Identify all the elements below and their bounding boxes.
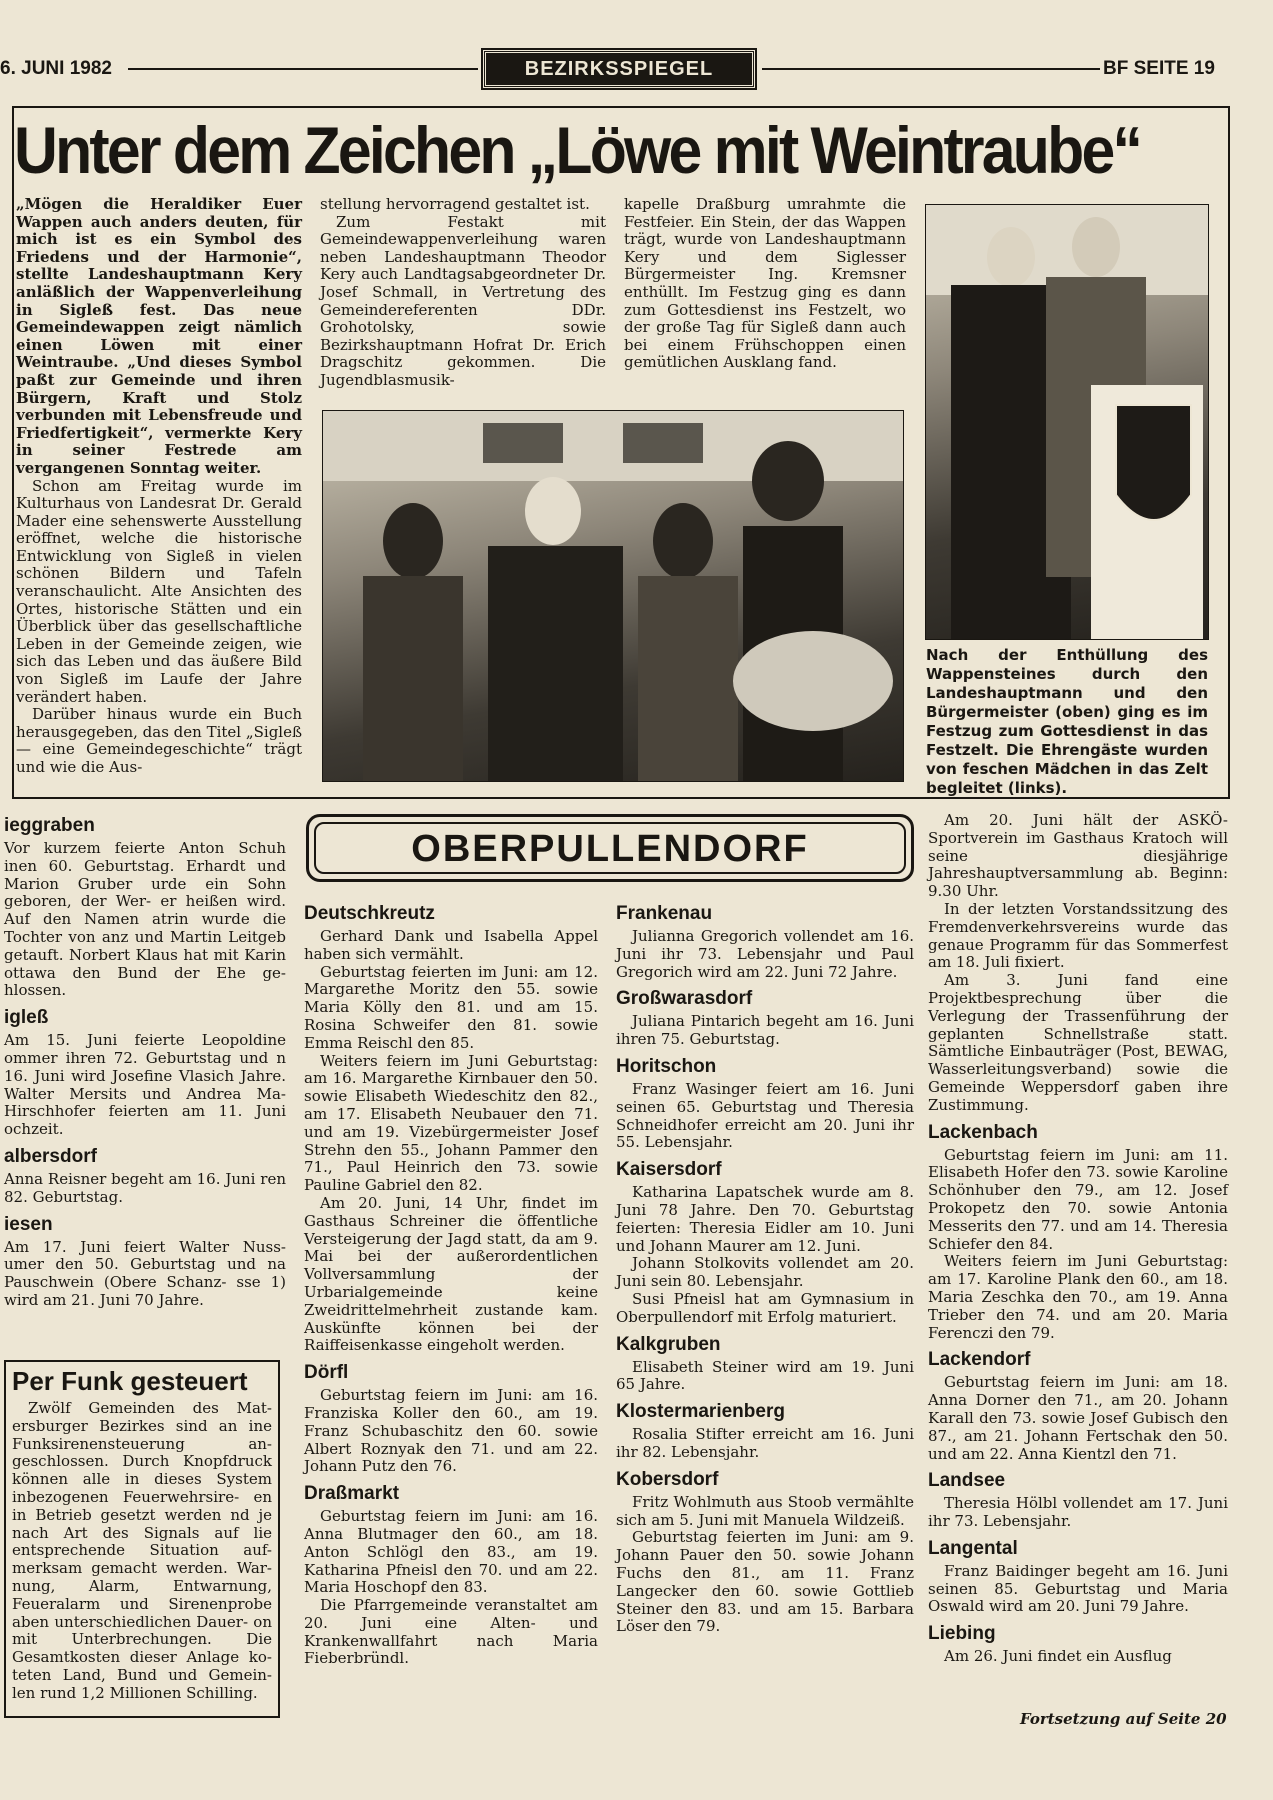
oberpullendorf-column-b <box>616 896 914 1636</box>
oberpullendorf-title: OBERPULLENDORF <box>314 822 906 874</box>
locality-entry: Elisabeth Steiner wird am 19. Juni 65 Jahre. <box>616 1357 914 1394</box>
funk-text: Zwölf Gemeinden des Mat- ersburger Bezirkes sind an ine Funksirenensteuerung an- geschlossen. Durch Knopfdruck können alle in dieses System inbezogenen Feuerwehrsire- en in Betrieb gesetzt werden nd je nach Art des Signals auf lie entsprechende Situation auf- merksam gemacht werden. War- nung, Alarm, Entwarnung, Feueralarm und Sirenenprobe aben unterschiedlichen Dauer- on mit Unterbrechungen. Die Gesamtkosten dieser Anlage ko- teten Land, Bund und Gemein- len rund 1,2 Millionen Schilling. <box>12 1399 272 1702</box>
article-paragraph: kapelle Draßburg umrahmte die Festfeier. Ein Stein, der das Wappen trägt, wurde von Landeshauptmann Kery und dem Siglesser Bürgermeister Ing. Kremsner enthüllt. Im Festzug ging es dann zum Gottesdienst ins Festzelt, wo der große Tag für Sigleß dann auch bei einem Frühschoppen einen gemütlichen Ausklang fand. <box>624 195 906 372</box>
locality-heading: Großwarasdorf <box>616 988 753 1010</box>
header-rule-right <box>762 68 1100 70</box>
locality-entry: Fritz Wohlmuth aus Stoob vermählte sich am 5. Juni mit Manuela Wildzeiß. <box>616 1492 914 1529</box>
locality-entry: Katharina Lapatschek wurde am 8. Juni 78 Jahre. Den 70. Geburtstag feierten: Theresia Eidler am 10. Juni und Johann Maurer am 12. Juni. <box>616 1183 914 1255</box>
funk-box <box>4 1360 280 1718</box>
page-number: BF SEITE 19 <box>1103 58 1215 79</box>
locality-entry: Rosalia Stifter erreicht am 16. Juni ihr 82. Lebensjahr. <box>616 1425 914 1461</box>
locality-heading: Lackendorf <box>928 1349 1031 1371</box>
locality-entry: Geburtstag feiern im Juni: am 16. Franziska Koller den 60., am 19. Franz Schubaschitz den 60. sowie Albert Roznyak den 71. und am 22. Johann Putz den 76. <box>304 1386 598 1476</box>
locality-heading: Lackenbach <box>928 1121 1038 1143</box>
locality-entry: Gerhard Dank und Isabella Appel haben sich vermählt. <box>304 927 598 963</box>
locality-entry: Am 26. Juni findet ein Ausflug <box>944 1647 1172 1666</box>
locality-entry: Am 20. Juni hält der ASKÖ-Sportverein im Gasthaus Kratoch will seine diesjährige Jahreshauptversammlung ab. Beginn: 9.30 Uhr. <box>928 811 1228 901</box>
local-heading: albersdorf <box>4 1145 97 1167</box>
locality-heading: Kaisersdorf <box>616 1159 722 1181</box>
local-entry: Am 15. Juni feierte Leopoldine ommer ihren 72. Geburtstag und n 16. Juni wird Josefine Vlasich Jahre. Walter Mersits und Andrea Ma- Hirschhofer feierten am 11. Juni ochzeit. <box>4 1031 286 1139</box>
locality-entry: Geburtstag feiern im Juni: am 11. Elisabeth Hofer den 73. sowie Karoline Schönhuber den 79., am 12. Josef Prokopetz den 70. sowie Antonia Messerits den 77. und am 14. Theresia Schiefer den 84. <box>928 1145 1228 1253</box>
locality-entry: Geburtstag feierten im Juni: am 9. Johann Pauer den 50. sowie Johann Fuchs den 81., am 11. Franz Langecker den 60. sowie Gottlieb Steiner den 83. und am 15. Barbara Löser den 79. <box>616 1528 914 1636</box>
continued-note: Fortsetzung auf Seite 20 <box>1020 1710 1227 1728</box>
locality-heading: Horitschon <box>616 1055 717 1077</box>
locality-entry: Juliana Pintarich begeht am 16. Juni ihren 75. Geburtstag. <box>616 1012 914 1049</box>
unveiling-photo <box>925 204 1209 640</box>
locality-entry: In der letzten Vorstandssitzung des Fremdenverkehrsvereins wurde das genaue Programm für das Sommerfest am 18. Juli fixiert. <box>928 899 1228 972</box>
local-entry: Am 17. Juni feiert Walter Nuss- umer den 50. Geburtstag und na Pauschwein (Obere Schanz- sse 1) wird am 21. Juni 70 Jahre. <box>4 1237 286 1309</box>
unveiling-photo-figures <box>926 205 1208 639</box>
article-column-2 <box>320 196 606 390</box>
locality-heading: Deutschkreutz <box>304 903 435 924</box>
locality-entry: Johann Stolkovits vollendet am 20. Juni sein 80. Lebensjahr. <box>616 1254 914 1291</box>
locality-heading: Langental <box>928 1537 1018 1559</box>
locality-entry: Am 3. Juni fand eine Projektbesprechung über die Verlegung der Trassenführung der geplanten Schnellstraße statt. Sämtliche Einbauträger (Post, BEWAG, Wasserleitungsverband) sowie die Gemeinde Weppersdorf gaben ihre Zustimmung. <box>928 971 1228 1114</box>
header-rule-left <box>128 68 478 70</box>
locality-entry: Julianna Gregorich vollendet am 16. Juni ihr 73. Lebensjahr und Paul Gregorich wird am 22. Juni 72 Jahre. <box>616 927 914 981</box>
issue-date: 6. JUNI 1982 <box>0 58 112 79</box>
left-local-news <box>4 808 286 1310</box>
article-headline: Unter dem Zeichen „Löwe mit Weintraube“ <box>14 113 1141 187</box>
locality-heading: Klostermarienberg <box>616 1401 785 1423</box>
oberpullendorf-column-a <box>304 896 598 1668</box>
article-column-1 <box>16 196 302 777</box>
procession-photo-figures <box>323 411 903 781</box>
article-paragraph: Darüber hinaus wurde ein Buch herausgegeben, das den Titel „Sigleß — eine Gemeindegeschichte“ trägt und wie die Aus- <box>16 705 302 776</box>
locality-entry: Weiters feiern im Juni Geburtstag: am 17. Karoline Plank den 60., am 18. Maria Zeschka den 70., am 19. Anna Trieber den 74. und am 20. Maria Ferenczi den 79. <box>928 1252 1228 1342</box>
section-badge: BEZIRKSSPIEGEL <box>483 50 755 88</box>
article-paragraph: Zum Festakt mit Gemeindewappenverleihung waren neben Landeshauptmann Theodor Kery auch Landtagsabgeordneter Dr. Josef Schmall, in Vertretung des Gemeindereferenten DDr. Grohotolsky, sowie Bezirkshauptmann Hofrat Dr. Erich Dragschitz gekommen. Die Jugendblasmusik- <box>320 212 606 389</box>
locality-entry: Am 20. Juni, 14 Uhr, findet im Gasthaus Schreiner die öffentliche Versteigerung der Jagd statt, da am 9. Mai bei der außerordentlichen Vollversammlung der Urbarialgemeinde keine Zweidrittelmehrheit zustande kam. Auskünfte können bei der Raiffeisenkasse eingeholt werden. <box>304 1193 598 1355</box>
article-paragraph: Schon am Freitag wurde im Kulturhaus von Landesrat Dr. Gerald Mader eine sehenswerte Ausstellung eröffnet, welche die historische Entwicklung von Sigleß in vielen schönen Bildern und Tafeln veranschaulicht. Alte Ansichten des Ortes, historische Stätten und ein Überblick über das gesellschaftliche Leben in der Gemeinde zeigen, wie sich das Leben und das äußere Bild von Sigleß im Laufe der Jahre verändert haben. <box>16 476 302 706</box>
oberpullendorf-banner <box>306 814 914 882</box>
article-paragraph: stellung hervorragend gestaltet ist. <box>320 195 590 213</box>
locality-heading: Kalkgruben <box>616 1333 721 1355</box>
local-entry: Anna Reisner begeht am 16. Juni ren 82. Geburtstag. <box>4 1169 286 1206</box>
locality-entry: Susi Pfneisl hat am Gymnasium in Oberpullendorf mit Erfolg maturiert. <box>616 1289 914 1326</box>
local-entry: Vor kurzem feierte Anton Schuh inen 60. Geburtstag. Erhardt und Marion Gruber urde ein Sohn geboren, der Wer- er heißen wird. Auf den Namen atrin wurde die Tochter von anz und Martin Leitgeb getauft. Norbert Klaus hat mit Karin ottawa den Bund der Ehe ge- hlossen. <box>4 839 286 1000</box>
locality-entry: Geburtstag feierten im Juni: am 12. Margarethe Moritz den 55. sowie Maria Kölly den 81. und am 15. Rosina Schweifer den 81. sowie Emma Reischl den 85. <box>304 962 598 1052</box>
funk-title: Per Funk gesteuert <box>12 1366 248 1396</box>
locality-entry: Geburtstag feiern im Juni: am 18. Anna Dorner den 71., am 20. Johann Karall den 73. sowie Josef Gubisch den 87., am 21. Johann Fertschak den 50. und am 22. Anna Kientzl den 71. <box>928 1373 1228 1463</box>
locality-entry: Franz Baidinger begeht am 16. Juni seinen 85. Geburtstag und Maria Oswald wird am 20. Juni 79 Jahre. <box>928 1561 1228 1616</box>
locality-heading: Liebing <box>928 1623 996 1645</box>
locality-entry: Geburtstag feiern im Juni: am 16. Anna Blutmager den 60., am 18. Anton Schlögl den 83., am 19. Katharina Pfneisl den 70. und am 22. Maria Hoschopf den 83. <box>304 1507 598 1597</box>
locality-entry: Die Pfarrgemeinde veranstaltet am 20. Juni eine Alten- und Krankenwallfahrt nach Maria Fieberbründl. <box>304 1596 598 1668</box>
article-column-3 <box>624 196 906 372</box>
article-lead: „Mögen die Heraldiker Euer Wappen auch anders deuten, für mich ist es ein Symbol des Friedens und der Harmonie“, stellte Landeshauptmann Kery anläßlich der Wappenverleihung in Siglеß fest. Das neue Gemeindewappen zeigt nämlich einen Löwen mit einer Weintraube. „Und dieses Symbol paßt zur Gemeinde und ihren Bürgern, Kraft und Stolz verbunden mit Lebensfreude und Friedfertigkeit“, vermerkte Kery in seiner Festrede am vergangenen Sonntag weiter. <box>16 195 302 477</box>
local-heading: iesen <box>4 1213 53 1235</box>
locality-heading: Draßmarkt <box>304 1483 400 1505</box>
procession-photo <box>322 410 904 782</box>
locality-heading: Landsee <box>928 1470 1006 1492</box>
locality-entry: Franz Wasinger feiert am 16. Juni seinen 65. Geburtstag und Theresia Schneidhofer erreicht am 20. Juni ihr 55. Lebensjahr. <box>616 1079 914 1152</box>
local-heading: ieggraben <box>4 815 95 836</box>
photo-caption: Nach der Enthüllung des Wappensteines durch den Landeshauptmann und den Bürgermeister (oben) ging es im Festzug zum Gottesdienst in das Festzelt. Die Ehrengäste wurden von feschen Mädchen in das Zelt begleitet (links). <box>926 646 1208 797</box>
locality-entry: Theresia Hölbl vollendet am 17. Juni ihr 73. Lebensjahr. <box>928 1494 1228 1531</box>
locality-heading: Dörfl <box>304 1362 349 1384</box>
oberpullendorf-column-c <box>928 812 1228 1666</box>
locality-heading: Kobersdorf <box>616 1468 719 1490</box>
locality-entry: Weiters feiern im Juni Geburtstag: am 16. Margarethe Kirnbauer den 50. sowie Elisabeth Wiedeschitz den 82., am 17. Elisabeth Neubauer den 71. und am 19. Vizebürgermeister Josef Strehn den 55., Johann Pammer den 71., Paul Heinrich den 73. sowie Pauline Gabriel den 82. <box>304 1051 598 1195</box>
locality-heading: Frankenau <box>616 903 713 924</box>
local-heading: igleß <box>4 1007 49 1029</box>
